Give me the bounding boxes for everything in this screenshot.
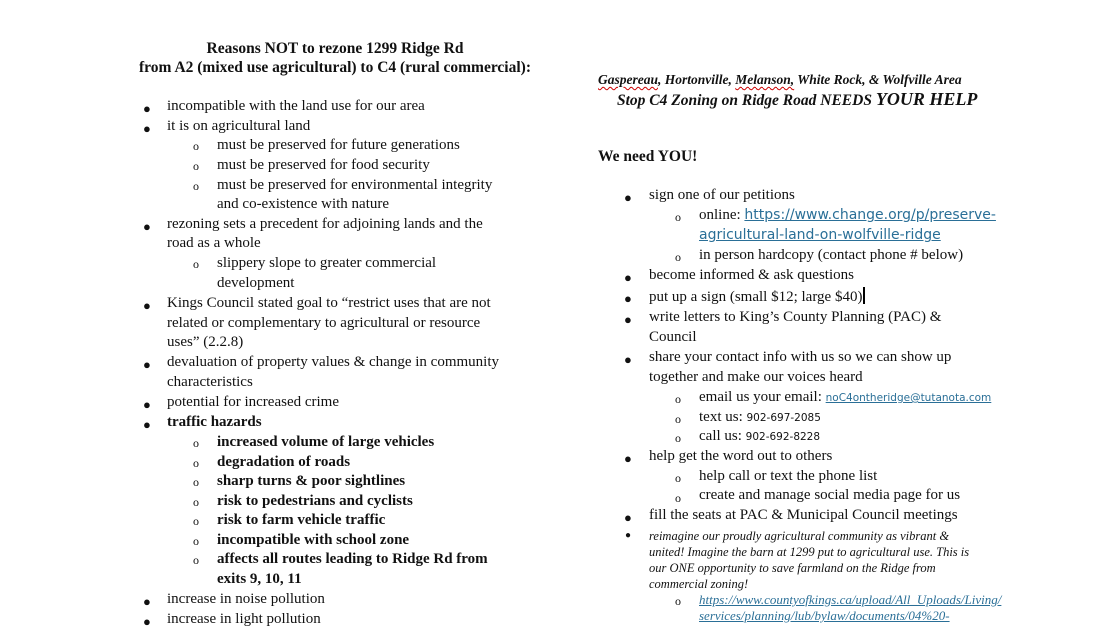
reason-subitem: risk to pedestrians and cyclists xyxy=(217,493,413,509)
reason-item-cont: characteristics xyxy=(167,374,253,390)
circle-bullet-icon: o xyxy=(193,456,199,470)
bullet-icon: ● xyxy=(143,101,151,116)
circle-bullet-icon: o xyxy=(193,179,199,193)
circle-bullet-icon: o xyxy=(193,534,199,548)
reason-subitem: must be preserved for future generations xyxy=(217,137,460,153)
help-subitem: text us: 902-697-2085 xyxy=(699,409,821,425)
circle-bullet-icon: o xyxy=(193,514,199,528)
bullet-icon: ● xyxy=(143,298,151,313)
bullet-icon: ● xyxy=(143,397,151,412)
reason-item: Kings Council stated goal to “restrict uses that are not xyxy=(167,295,491,311)
help-item: sign one of our petitions xyxy=(649,187,795,203)
circle-bullet-icon: o xyxy=(675,491,681,505)
circle-bullet-icon: o xyxy=(675,471,681,485)
bullet-icon: ● xyxy=(624,352,632,367)
circle-bullet-icon: o xyxy=(675,431,681,445)
reimagine-line: our ONE opportunity to save farmland on the Ridge from xyxy=(649,561,936,575)
reason-subitem: risk to farm vehicle traffic xyxy=(217,512,386,528)
circle-bullet-icon: o xyxy=(193,139,199,153)
bullet-icon: ● xyxy=(624,312,632,327)
reasons-title-line1: Reasons NOT to rezone 1299 Ridge Rd xyxy=(206,40,464,57)
circle-bullet-icon: o xyxy=(675,392,681,406)
reason-item-traffic: traffic hazards xyxy=(167,414,262,430)
spellcheck-word[interactable]: Melanson, xyxy=(735,72,795,87)
help-item-cont: together and make our voices heard xyxy=(649,369,863,385)
reason-subitem: degradation of roads xyxy=(217,454,351,470)
call-phone: 902-692-8228 xyxy=(745,431,821,443)
reason-subitem-cont: exits 9, 10, 11 xyxy=(217,571,302,587)
help-subitem: email us your email: noC4ontheridge@tutanota.com xyxy=(699,389,992,405)
circle-bullet-icon: o xyxy=(193,495,199,509)
help-subitem: help call or text the phone list xyxy=(699,468,878,484)
circle-bullet-icon: o xyxy=(675,250,681,264)
reason-item: rezoning sets a precedent for adjoining lands and the xyxy=(167,216,483,232)
reason-item-cont: uses” (2.2.8) xyxy=(167,334,244,350)
help-subitem-cont xyxy=(699,607,950,627)
bullet-icon: ● xyxy=(143,417,151,432)
spellcheck-word[interactable]: Gaspereau xyxy=(598,72,658,87)
help-item-cont: Council xyxy=(649,329,697,345)
circle-bullet-icon: o xyxy=(675,412,681,426)
petition-link[interactable]: https://www.change.org/p/preserve- xyxy=(744,207,996,223)
circle-bullet-icon: o xyxy=(193,553,199,567)
help-subitem: in person hardcopy (contact phone # below) xyxy=(699,247,964,263)
bullet-icon: ● xyxy=(143,121,151,136)
bullet-icon: ● xyxy=(625,530,632,541)
stop-c4-heading: Stop C4 Zoning on Ridge Road NEEDS YOUR HELP xyxy=(617,89,978,109)
reason-subitem-cont: and co-existence with nature xyxy=(217,196,390,212)
bullet-icon: ● xyxy=(624,270,632,285)
circle-bullet-icon: o xyxy=(675,594,681,608)
bullet-icon: ● xyxy=(143,357,151,372)
reason-item: it is on agricultural land xyxy=(167,118,311,134)
help-item: share your contact info with us so we can show up xyxy=(649,349,952,365)
help-item: help get the word out to others xyxy=(649,448,833,464)
area-heading: Gaspereau, Hortonville, Melanson, White Rock, & Wolfville Area xyxy=(598,72,962,87)
reason-subitem: affects all routes leading to Ridge Rd from xyxy=(217,551,488,567)
text-phone: 902-697-2085 xyxy=(746,412,821,424)
reason-item: increase in light pollution xyxy=(167,611,321,627)
circle-bullet-icon: o xyxy=(193,436,199,450)
help-subitem: create and manage social media page for us xyxy=(699,487,961,503)
help-item: fill the seats at PAC & Municipal Council meetings xyxy=(649,507,958,523)
circle-bullet-icon: o xyxy=(675,210,681,224)
reason-item: increase in noise pollution xyxy=(167,591,325,607)
reason-subitem: sharp turns & poor sightlines xyxy=(217,473,406,489)
reasons-title-line2: from A2 (mixed use agricultural) to C4 (rural commercial): xyxy=(139,59,531,76)
circle-bullet-icon: o xyxy=(193,475,199,489)
reason-subitem: must be preserved for environmental integrity xyxy=(217,177,493,193)
bullet-icon: ● xyxy=(143,219,151,234)
bullet-icon: ● xyxy=(624,451,632,466)
petition-link-cont[interactable]: agricultural-land-on-wolfville-ridge xyxy=(699,227,941,243)
bullet-icon: ● xyxy=(624,510,632,525)
email-link[interactable]: noC4ontheridge@tutanota.com xyxy=(825,392,992,404)
help-subitem: online: https://www.change.org/p/preserve- xyxy=(699,207,996,223)
text-cursor xyxy=(863,287,865,304)
reason-item: incompatible with the land use for our area xyxy=(167,98,425,114)
reason-item-cont: related or complementary to agricultural or resource xyxy=(167,315,481,331)
circle-bullet-icon: o xyxy=(193,257,199,271)
circle-bullet-icon: o xyxy=(193,159,199,173)
reimagine-line: reimagine our proudly agricultural community as vibrant & xyxy=(649,529,950,543)
kings-bylaw-link-cont[interactable]: services/planning/lub/bylaw/documents/04%20- xyxy=(699,608,950,623)
reason-subitem: slippery slope to greater commercial xyxy=(217,255,437,271)
bullet-icon: ● xyxy=(143,594,151,609)
kings-bylaw-link[interactable]: https://www.countyofkings.ca/upload/All_Uploads/Living/ xyxy=(699,592,1002,607)
bullet-icon: ● xyxy=(624,291,632,306)
reason-subitem-cont: development xyxy=(217,275,295,291)
reimagine-line: united! Imagine the barn at 1299 put to agricultural use. This is xyxy=(649,545,970,559)
reimagine-line: commercial zoning! xyxy=(649,577,749,591)
help-item: put up a sign (small $12; large $40) xyxy=(649,287,865,308)
reason-subitem: must be preserved for food security xyxy=(217,157,430,173)
bullet-icon: ● xyxy=(143,614,151,629)
reason-item: devaluation of property values & change in community xyxy=(167,354,499,370)
help-subitem-cont xyxy=(699,226,941,246)
reason-subitem: increased volume of large vehicles xyxy=(217,434,435,450)
help-item: become informed & ask questions xyxy=(649,267,854,283)
reason-item: potential for increased crime xyxy=(167,394,340,410)
reason-subitem: incompatible with school zone xyxy=(217,532,410,548)
we-need-you-heading: We need YOU! xyxy=(598,148,698,165)
help-item: write letters to King’s County Planning (PAC) & xyxy=(649,309,942,325)
bullet-icon: ● xyxy=(624,190,632,205)
reason-item-cont: road as a whole xyxy=(167,235,261,251)
help-subitem: call us: 902-692-8228 xyxy=(699,428,821,444)
